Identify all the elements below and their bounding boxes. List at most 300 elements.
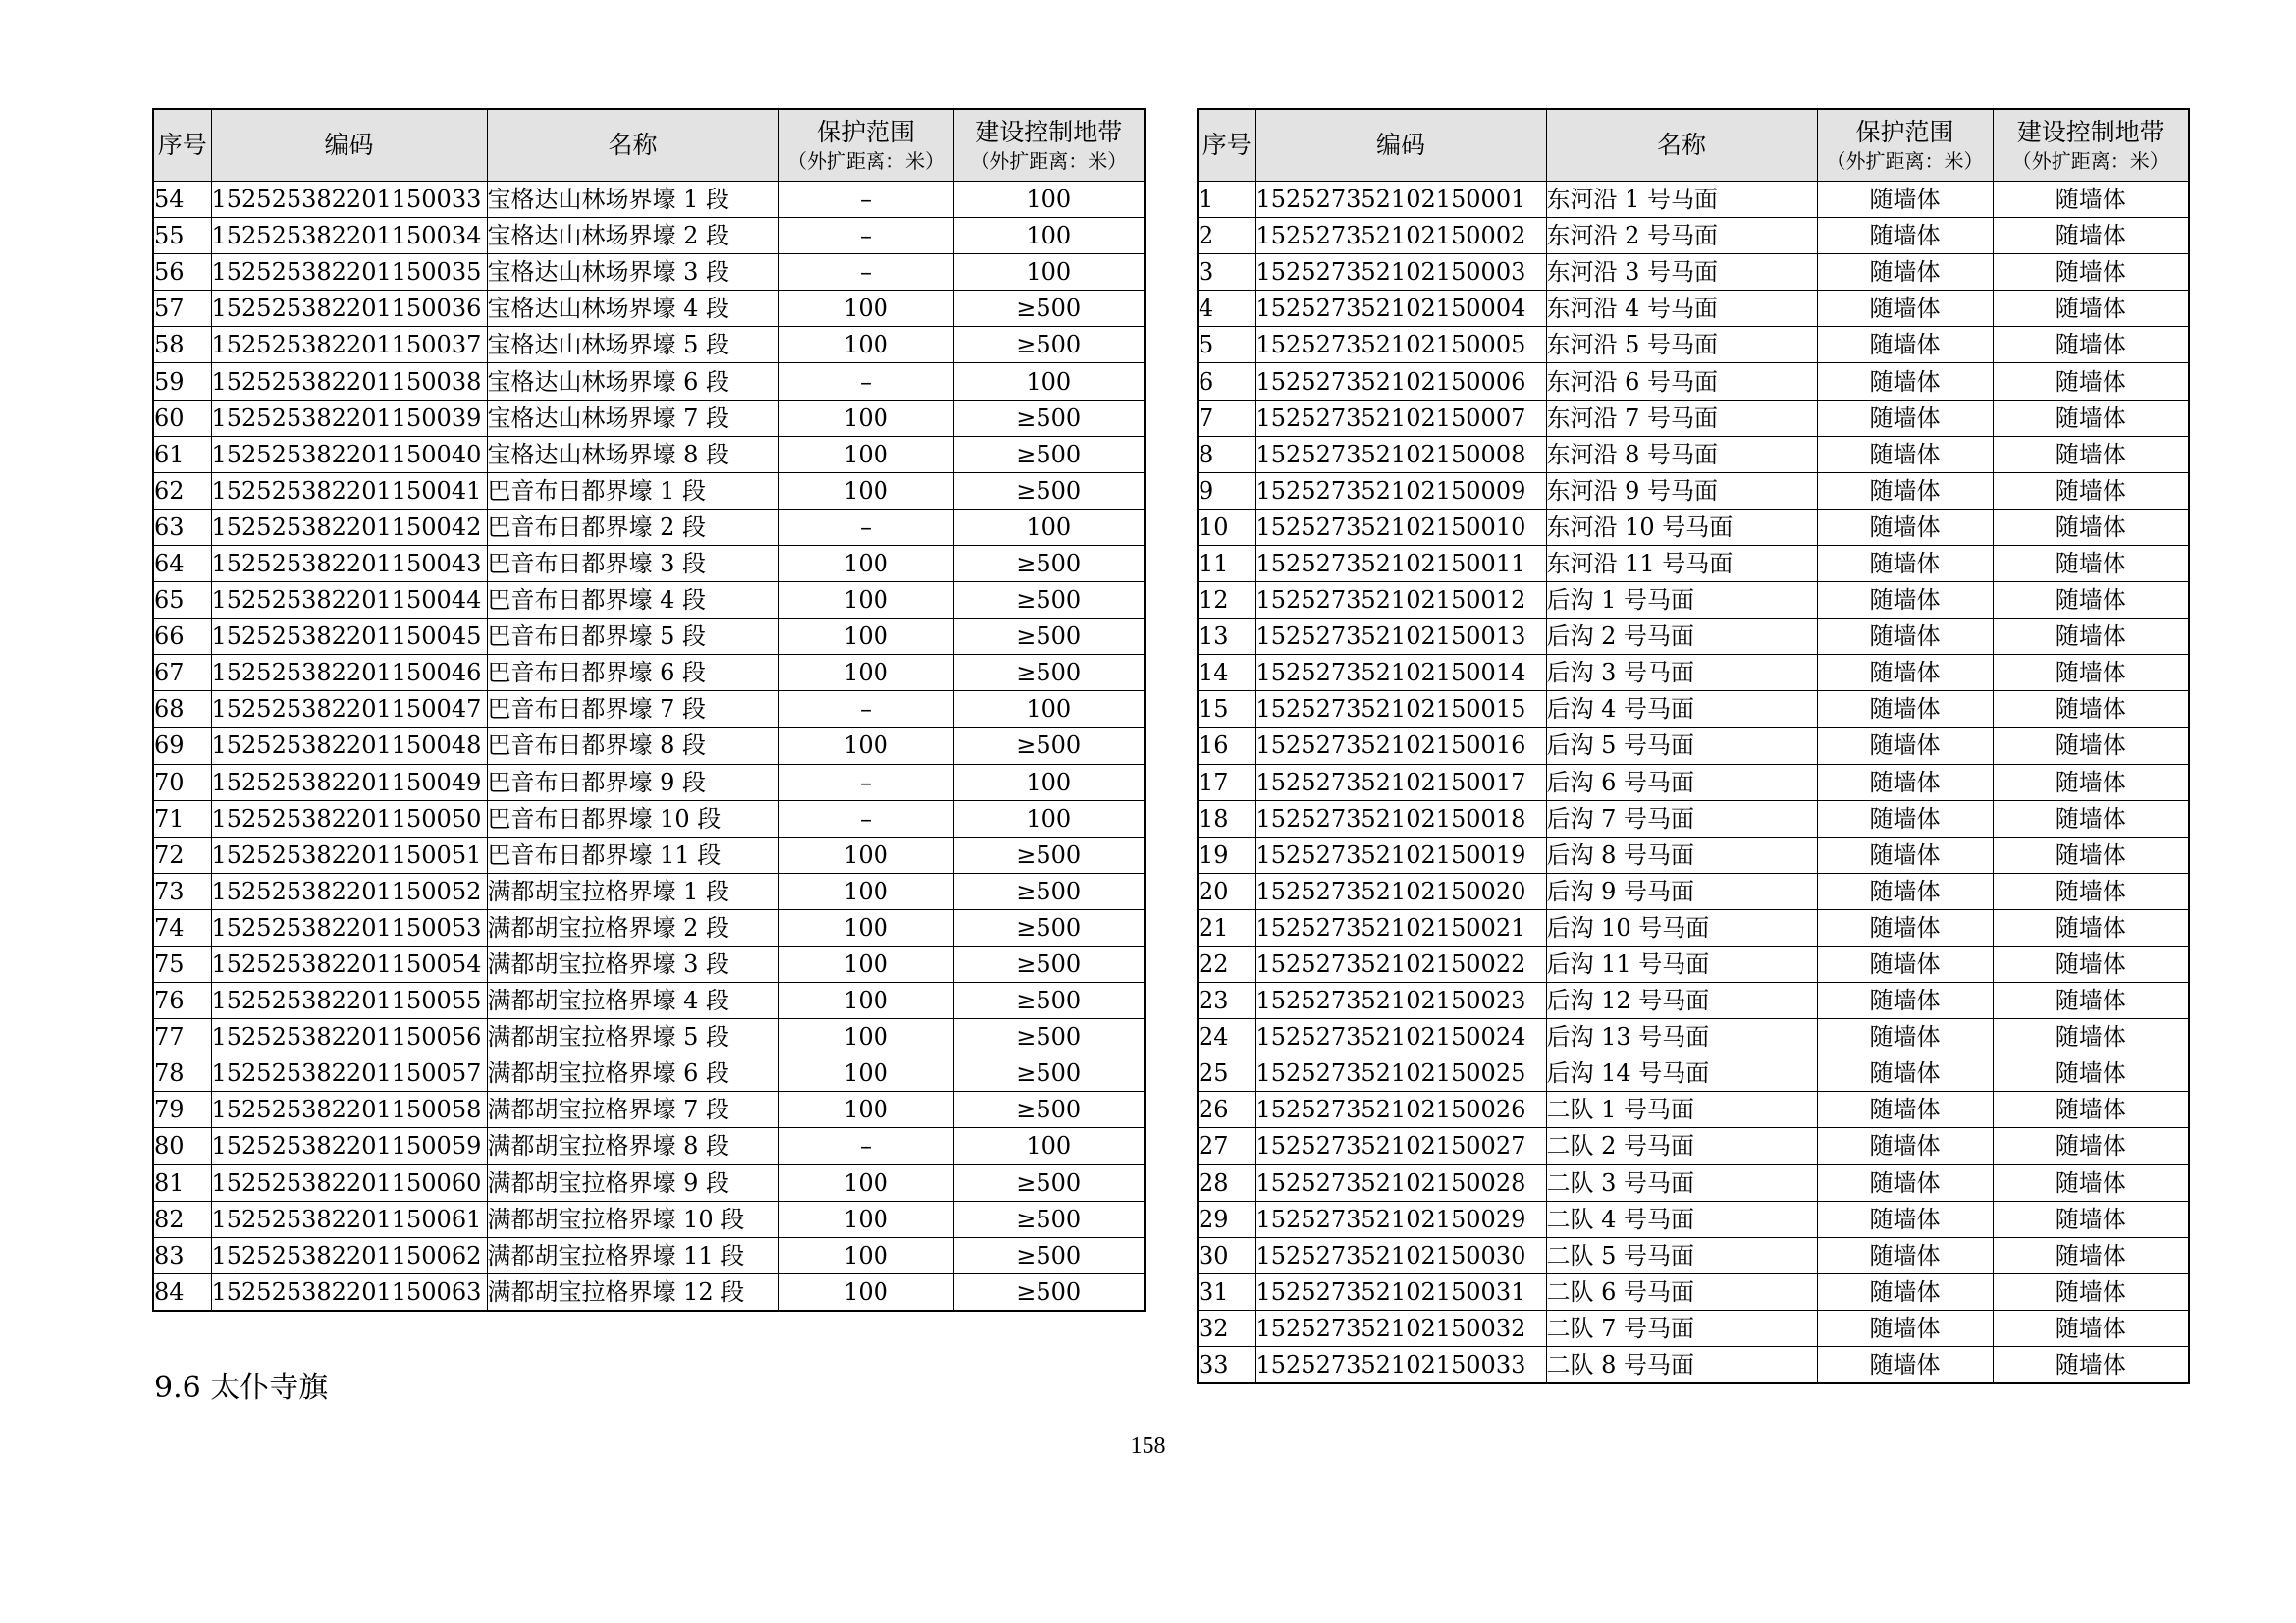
cell-seq: 59 <box>153 363 211 400</box>
cell-seq: 6 <box>1198 363 1255 400</box>
table-row <box>153 582 1145 619</box>
cell-protection: 100 <box>778 946 953 982</box>
cell-protection: 100 <box>778 619 953 655</box>
header-code: 编码 <box>1255 109 1546 182</box>
cell-seq: 65 <box>153 582 211 619</box>
cell-control: ≥500 <box>953 909 1145 946</box>
cell-code: 152525382201150048 <box>211 728 487 764</box>
cell-protection: 随墙体 <box>1817 254 1993 291</box>
cell-seq: 26 <box>1198 1092 1255 1128</box>
cell-code: 152527352102150030 <box>1255 1237 1546 1273</box>
cell-protection: 随墙体 <box>1817 400 1993 436</box>
cell-protection: 100 <box>778 291 953 327</box>
cell-protection: 随墙体 <box>1817 291 1993 327</box>
cell-code: 152527352102150019 <box>1255 837 1546 873</box>
cell-code: 152525382201150045 <box>211 619 487 655</box>
cell-protection: 随墙体 <box>1817 436 1993 472</box>
header-protection: 保护范围 （外扩距离：米） <box>1817 109 1993 182</box>
cell-protection: 随墙体 <box>1817 1128 1993 1164</box>
table-row <box>153 946 1145 982</box>
cell-name: 后沟 5 号马面 <box>1546 728 1817 764</box>
cell-protection: 100 <box>778 1237 953 1273</box>
cell-code: 152525382201150038 <box>211 363 487 400</box>
table-row <box>153 1128 1145 1164</box>
cell-seq: 69 <box>153 728 211 764</box>
table-row <box>1198 1273 2189 1310</box>
cell-code: 152527352102150024 <box>1255 1019 1546 1055</box>
cell-seq: 33 <box>1198 1347 1255 1384</box>
cell-code: 152525382201150059 <box>211 1128 487 1164</box>
cell-name: 东河沿 8 号马面 <box>1546 436 1817 472</box>
cell-seq: 80 <box>153 1128 211 1164</box>
table-row <box>1198 218 2189 254</box>
cell-name: 二队 7 号马面 <box>1546 1310 1817 1346</box>
table-row <box>153 1019 1145 1055</box>
cell-code: 152525382201150047 <box>211 691 487 728</box>
table-row <box>1198 363 2189 400</box>
cell-protection: 随墙体 <box>1817 1092 1993 1128</box>
table-row <box>1198 1201 2189 1237</box>
cell-control: 随墙体 <box>1993 545 2189 581</box>
cell-name: 二队 8 号马面 <box>1546 1347 1817 1384</box>
cell-control: ≥500 <box>953 1019 1145 1055</box>
cell-protection: 随墙体 <box>1817 363 1993 400</box>
cell-control: ≥500 <box>953 436 1145 472</box>
cell-code: 152525382201150036 <box>211 291 487 327</box>
table-row <box>1198 1019 2189 1055</box>
cell-protection: 随墙体 <box>1817 1237 1993 1273</box>
cell-protection: 100 <box>778 400 953 436</box>
cell-control: 随墙体 <box>1993 655 2189 691</box>
cell-protection: 随墙体 <box>1817 909 1993 946</box>
table-row <box>153 436 1145 472</box>
header-code: 编码 <box>211 109 487 182</box>
cell-seq: 27 <box>1198 1128 1255 1164</box>
cell-seq: 78 <box>153 1055 211 1092</box>
cell-control: ≥500 <box>953 983 1145 1019</box>
table-row <box>153 363 1145 400</box>
cell-name: 后沟 11 号马面 <box>1546 946 1817 982</box>
cell-seq: 74 <box>153 909 211 946</box>
cell-name: 后沟 8 号马面 <box>1546 837 1817 873</box>
cell-seq: 5 <box>1198 327 1255 363</box>
cell-control: 随墙体 <box>1993 764 2189 800</box>
cell-name: 后沟 6 号马面 <box>1546 764 1817 800</box>
cell-name: 宝格达山林场界壕 2 段 <box>487 218 778 254</box>
cell-name: 二队 5 号马面 <box>1546 1237 1817 1273</box>
cell-code: 152525382201150046 <box>211 655 487 691</box>
table-row <box>1198 983 2189 1019</box>
cell-protection: 随墙体 <box>1817 619 1993 655</box>
cell-seq: 19 <box>1198 837 1255 873</box>
cell-seq: 32 <box>1198 1310 1255 1346</box>
table-row <box>1198 254 2189 291</box>
cell-protection: 随墙体 <box>1817 1019 1993 1055</box>
cell-seq: 55 <box>153 218 211 254</box>
cell-seq: 73 <box>153 873 211 909</box>
cell-seq: 57 <box>153 291 211 327</box>
cell-protection: 100 <box>778 1055 953 1092</box>
cell-control: 随墙体 <box>1993 436 2189 472</box>
cell-control: 100 <box>953 691 1145 728</box>
cell-code: 152525382201150054 <box>211 946 487 982</box>
cell-name: 东河沿 1 号马面 <box>1546 182 1817 218</box>
cell-name: 后沟 1 号马面 <box>1546 582 1817 619</box>
cell-control: 随墙体 <box>1993 291 2189 327</box>
cell-code: 152525382201150037 <box>211 327 487 363</box>
cell-control: 100 <box>953 218 1145 254</box>
cell-seq: 17 <box>1198 764 1255 800</box>
table-row <box>153 182 1145 218</box>
table-row <box>153 691 1145 728</box>
cell-code: 152527352102150016 <box>1255 728 1546 764</box>
cell-control: 随墙体 <box>1993 509 2189 545</box>
cell-seq: 77 <box>153 1019 211 1055</box>
cell-protection: 100 <box>778 545 953 581</box>
table-row <box>1198 436 2189 472</box>
cell-control: ≥500 <box>953 1201 1145 1237</box>
cell-protection: – <box>778 218 953 254</box>
cell-protection: – <box>778 764 953 800</box>
cell-code: 152525382201150052 <box>211 873 487 909</box>
cell-name: 宝格达山林场界壕 7 段 <box>487 400 778 436</box>
table-row <box>1198 619 2189 655</box>
cell-code: 152527352102150026 <box>1255 1092 1546 1128</box>
cell-control: 随墙体 <box>1993 1128 2189 1164</box>
cell-name: 二队 3 号马面 <box>1546 1164 1817 1201</box>
cell-protection: 100 <box>778 327 953 363</box>
cell-code: 152525382201150042 <box>211 509 487 545</box>
cell-seq: 66 <box>153 619 211 655</box>
cell-protection: – <box>778 800 953 837</box>
cell-name: 东河沿 6 号马面 <box>1546 363 1817 400</box>
cell-code: 152527352102150011 <box>1255 545 1546 581</box>
cell-control: 随墙体 <box>1993 1237 2189 1273</box>
cell-name: 宝格达山林场界壕 4 段 <box>487 291 778 327</box>
cell-seq: 9 <box>1198 472 1255 509</box>
table-row <box>1198 291 2189 327</box>
cell-protection: 随墙体 <box>1817 1273 1993 1310</box>
cell-code: 152525382201150057 <box>211 1055 487 1092</box>
cell-code: 152527352102150028 <box>1255 1164 1546 1201</box>
cell-code: 152525382201150056 <box>211 1019 487 1055</box>
cell-control: 随墙体 <box>1993 837 2189 873</box>
cell-code: 152525382201150063 <box>211 1273 487 1311</box>
cell-name: 东河沿 9 号马面 <box>1546 472 1817 509</box>
cell-protection: 随墙体 <box>1817 764 1993 800</box>
cell-control: ≥500 <box>953 327 1145 363</box>
cell-seq: 76 <box>153 983 211 1019</box>
cell-seq: 30 <box>1198 1237 1255 1273</box>
cell-protection: 随墙体 <box>1817 873 1993 909</box>
page-number: 158 <box>1130 1434 1166 1459</box>
cell-control: 100 <box>953 363 1145 400</box>
cell-control: 随墙体 <box>1993 1347 2189 1384</box>
cell-code: 152525382201150061 <box>211 1201 487 1237</box>
table-row <box>153 509 1145 545</box>
cell-protection: 100 <box>778 655 953 691</box>
cell-protection: 随墙体 <box>1817 800 1993 837</box>
cell-code: 152527352102150010 <box>1255 509 1546 545</box>
header-protection: 保护范围 （外扩距离：米） <box>778 109 953 182</box>
cell-protection: 随墙体 <box>1817 327 1993 363</box>
header-control: 建设控制地带 （外扩距离：米） <box>1993 109 2189 182</box>
cell-name: 巴音布日都界壕 2 段 <box>487 509 778 545</box>
cell-protection: 100 <box>778 472 953 509</box>
cell-name: 宝格达山林场界壕 8 段 <box>487 436 778 472</box>
cell-seq: 56 <box>153 254 211 291</box>
cell-name: 巴音布日都界壕 10 段 <box>487 800 778 837</box>
cell-code: 152525382201150034 <box>211 218 487 254</box>
cell-name: 满都胡宝拉格界壕 4 段 <box>487 983 778 1019</box>
cell-code: 152525382201150053 <box>211 909 487 946</box>
cell-name: 巴音布日都界壕 8 段 <box>487 728 778 764</box>
cell-name: 宝格达山林场界壕 3 段 <box>487 254 778 291</box>
cell-name: 后沟 10 号马面 <box>1546 909 1817 946</box>
cell-code: 152527352102150018 <box>1255 800 1546 837</box>
cell-seq: 71 <box>153 800 211 837</box>
cell-control: ≥500 <box>953 1092 1145 1128</box>
cell-code: 152527352102150032 <box>1255 1310 1546 1346</box>
cell-seq: 58 <box>153 327 211 363</box>
table-row <box>153 728 1145 764</box>
cell-protection: 随墙体 <box>1817 1164 1993 1201</box>
table-row <box>1198 327 2189 363</box>
cell-protection: 随墙体 <box>1817 946 1993 982</box>
cell-protection: 100 <box>778 1092 953 1128</box>
cell-seq: 18 <box>1198 800 1255 837</box>
cell-code: 152527352102150004 <box>1255 291 1546 327</box>
cell-control: 随墙体 <box>1993 254 2189 291</box>
cell-name: 二队 2 号马面 <box>1546 1128 1817 1164</box>
cell-name: 巴音布日都界壕 5 段 <box>487 619 778 655</box>
cell-seq: 20 <box>1198 873 1255 909</box>
table-row <box>153 1164 1145 1201</box>
cell-name: 后沟 3 号马面 <box>1546 655 1817 691</box>
cell-name: 满都胡宝拉格界壕 7 段 <box>487 1092 778 1128</box>
cell-code: 152527352102150017 <box>1255 764 1546 800</box>
cell-code: 152525382201150051 <box>211 837 487 873</box>
cell-seq: 64 <box>153 545 211 581</box>
cell-control: ≥500 <box>953 837 1145 873</box>
cell-seq: 1 <box>1198 182 1255 218</box>
table-row <box>1198 837 2189 873</box>
cell-seq: 60 <box>153 400 211 436</box>
cell-seq: 28 <box>1198 1164 1255 1201</box>
cell-seq: 16 <box>1198 728 1255 764</box>
cell-control: 随墙体 <box>1993 1201 2189 1237</box>
cell-name: 后沟 13 号马面 <box>1546 1019 1817 1055</box>
cell-control: ≥500 <box>953 582 1145 619</box>
table-header-row <box>1198 109 2189 182</box>
table-row <box>153 291 1145 327</box>
cell-code: 152527352102150033 <box>1255 1347 1546 1384</box>
cell-seq: 61 <box>153 436 211 472</box>
cell-seq: 10 <box>1198 509 1255 545</box>
cell-code: 152527352102150001 <box>1255 182 1546 218</box>
table-row <box>153 545 1145 581</box>
cell-seq: 7 <box>1198 400 1255 436</box>
cell-control: ≥500 <box>953 873 1145 909</box>
left-heritage-table <box>152 108 1146 1312</box>
cell-seq: 4 <box>1198 291 1255 327</box>
cell-protection: 随墙体 <box>1817 472 1993 509</box>
cell-control: 随墙体 <box>1993 728 2189 764</box>
cell-protection: 随墙体 <box>1817 1310 1993 1346</box>
cell-protection: 随墙体 <box>1817 691 1993 728</box>
cell-name: 后沟 7 号马面 <box>1546 800 1817 837</box>
cell-protection: 随墙体 <box>1817 1201 1993 1237</box>
table-row <box>1198 728 2189 764</box>
cell-seq: 14 <box>1198 655 1255 691</box>
cell-name: 二队 6 号马面 <box>1546 1273 1817 1310</box>
table-row <box>153 1055 1145 1092</box>
table-row <box>1198 582 2189 619</box>
right-heritage-table <box>1197 108 2190 1384</box>
cell-name: 后沟 4 号马面 <box>1546 691 1817 728</box>
cell-protection: 随墙体 <box>1817 1347 1993 1384</box>
table-row <box>153 873 1145 909</box>
table-row <box>1198 873 2189 909</box>
table-row <box>1198 691 2189 728</box>
cell-control: ≥500 <box>953 1164 1145 1201</box>
cell-seq: 68 <box>153 691 211 728</box>
cell-name: 巴音布日都界壕 9 段 <box>487 764 778 800</box>
cell-code: 152525382201150043 <box>211 545 487 581</box>
cell-name: 满都胡宝拉格界壕 1 段 <box>487 873 778 909</box>
cell-control: 随墙体 <box>1993 1055 2189 1092</box>
cell-protection: 100 <box>778 909 953 946</box>
left-table-body <box>153 182 1145 1311</box>
cell-name: 二队 4 号马面 <box>1546 1201 1817 1237</box>
cell-name: 满都胡宝拉格界壕 6 段 <box>487 1055 778 1092</box>
table-row <box>1198 1092 2189 1128</box>
cell-control: ≥500 <box>953 728 1145 764</box>
table-row <box>153 909 1145 946</box>
cell-code: 152527352102150002 <box>1255 218 1546 254</box>
cell-control: 随墙体 <box>1993 1019 2189 1055</box>
cell-seq: 2 <box>1198 218 1255 254</box>
cell-control: 100 <box>953 254 1145 291</box>
table-row <box>153 837 1145 873</box>
cell-protection: – <box>778 363 953 400</box>
cell-control: 随墙体 <box>1993 1310 2189 1346</box>
table-row <box>153 400 1145 436</box>
cell-name: 满都胡宝拉格界壕 3 段 <box>487 946 778 982</box>
table-header-row <box>153 109 1145 182</box>
cell-seq: 62 <box>153 472 211 509</box>
cell-control: 随墙体 <box>1993 1273 2189 1310</box>
cell-control: 随墙体 <box>1993 472 2189 509</box>
cell-control: 100 <box>953 764 1145 800</box>
cell-name: 东河沿 4 号马面 <box>1546 291 1817 327</box>
cell-control: 随墙体 <box>1993 363 2189 400</box>
table-row <box>1198 182 2189 218</box>
cell-name: 巴音布日都界壕 4 段 <box>487 582 778 619</box>
cell-protection: 随墙体 <box>1817 837 1993 873</box>
table-row <box>153 1201 1145 1237</box>
cell-name: 东河沿 7 号马面 <box>1546 400 1817 436</box>
table-row <box>1198 1055 2189 1092</box>
cell-name: 宝格达山林场界壕 5 段 <box>487 327 778 363</box>
cell-seq: 82 <box>153 1201 211 1237</box>
cell-protection: 随墙体 <box>1817 218 1993 254</box>
cell-protection: 随墙体 <box>1817 655 1993 691</box>
cell-protection: – <box>778 182 953 218</box>
cell-code: 152527352102150003 <box>1255 254 1546 291</box>
cell-name: 巴音布日都界壕 11 段 <box>487 837 778 873</box>
cell-seq: 8 <box>1198 436 1255 472</box>
cell-protection: 100 <box>778 1019 953 1055</box>
cell-protection: 随墙体 <box>1817 983 1993 1019</box>
cell-code: 152527352102150006 <box>1255 363 1546 400</box>
cell-name: 后沟 2 号马面 <box>1546 619 1817 655</box>
table-row <box>1198 764 2189 800</box>
cell-control: ≥500 <box>953 1055 1145 1092</box>
cell-seq: 31 <box>1198 1273 1255 1310</box>
table-row <box>1198 946 2189 982</box>
cell-name: 巴音布日都界壕 1 段 <box>487 472 778 509</box>
cell-name: 东河沿 3 号马面 <box>1546 254 1817 291</box>
cell-protection: 100 <box>778 728 953 764</box>
table-row <box>153 764 1145 800</box>
cell-code: 152525382201150055 <box>211 983 487 1019</box>
cell-control: ≥500 <box>953 472 1145 509</box>
table-row <box>153 619 1145 655</box>
table-row <box>153 800 1145 837</box>
cell-code: 152527352102150025 <box>1255 1055 1546 1092</box>
cell-code: 152527352102150013 <box>1255 619 1546 655</box>
cell-protection: – <box>778 691 953 728</box>
cell-control: 100 <box>953 1128 1145 1164</box>
cell-name: 满都胡宝拉格界壕 5 段 <box>487 1019 778 1055</box>
cell-name: 满都胡宝拉格界壕 12 段 <box>487 1273 778 1311</box>
cell-control: ≥500 <box>953 1237 1145 1273</box>
table-row <box>153 1237 1145 1273</box>
cell-seq: 75 <box>153 946 211 982</box>
header-name: 名称 <box>487 109 778 182</box>
cell-seq: 83 <box>153 1237 211 1273</box>
table-row <box>153 1092 1145 1128</box>
cell-protection: 100 <box>778 436 953 472</box>
cell-seq: 3 <box>1198 254 1255 291</box>
section-heading: 9.6 太仆寺旗 <box>154 1371 329 1405</box>
table-row <box>153 1273 1145 1311</box>
cell-name: 后沟 12 号马面 <box>1546 983 1817 1019</box>
cell-control: 随墙体 <box>1993 1092 2189 1128</box>
cell-control: ≥500 <box>953 291 1145 327</box>
table-row <box>1198 400 2189 436</box>
cell-code: 152527352102150021 <box>1255 909 1546 946</box>
cell-protection: 100 <box>778 837 953 873</box>
cell-code: 152525382201150049 <box>211 764 487 800</box>
table-row <box>1198 909 2189 946</box>
cell-control: ≥500 <box>953 655 1145 691</box>
cell-code: 152527352102150014 <box>1255 655 1546 691</box>
cell-control: 随墙体 <box>1993 983 2189 1019</box>
cell-name: 宝格达山林场界壕 6 段 <box>487 363 778 400</box>
cell-seq: 15 <box>1198 691 1255 728</box>
table-row <box>153 655 1145 691</box>
cell-code: 152525382201150041 <box>211 472 487 509</box>
cell-control: ≥500 <box>953 619 1145 655</box>
cell-control: 随墙体 <box>1993 1164 2189 1201</box>
cell-control: 随墙体 <box>1993 327 2189 363</box>
cell-name: 满都胡宝拉格界壕 10 段 <box>487 1201 778 1237</box>
cell-code: 152527352102150020 <box>1255 873 1546 909</box>
table-row <box>1198 1237 2189 1273</box>
cell-code: 152525382201150044 <box>211 582 487 619</box>
